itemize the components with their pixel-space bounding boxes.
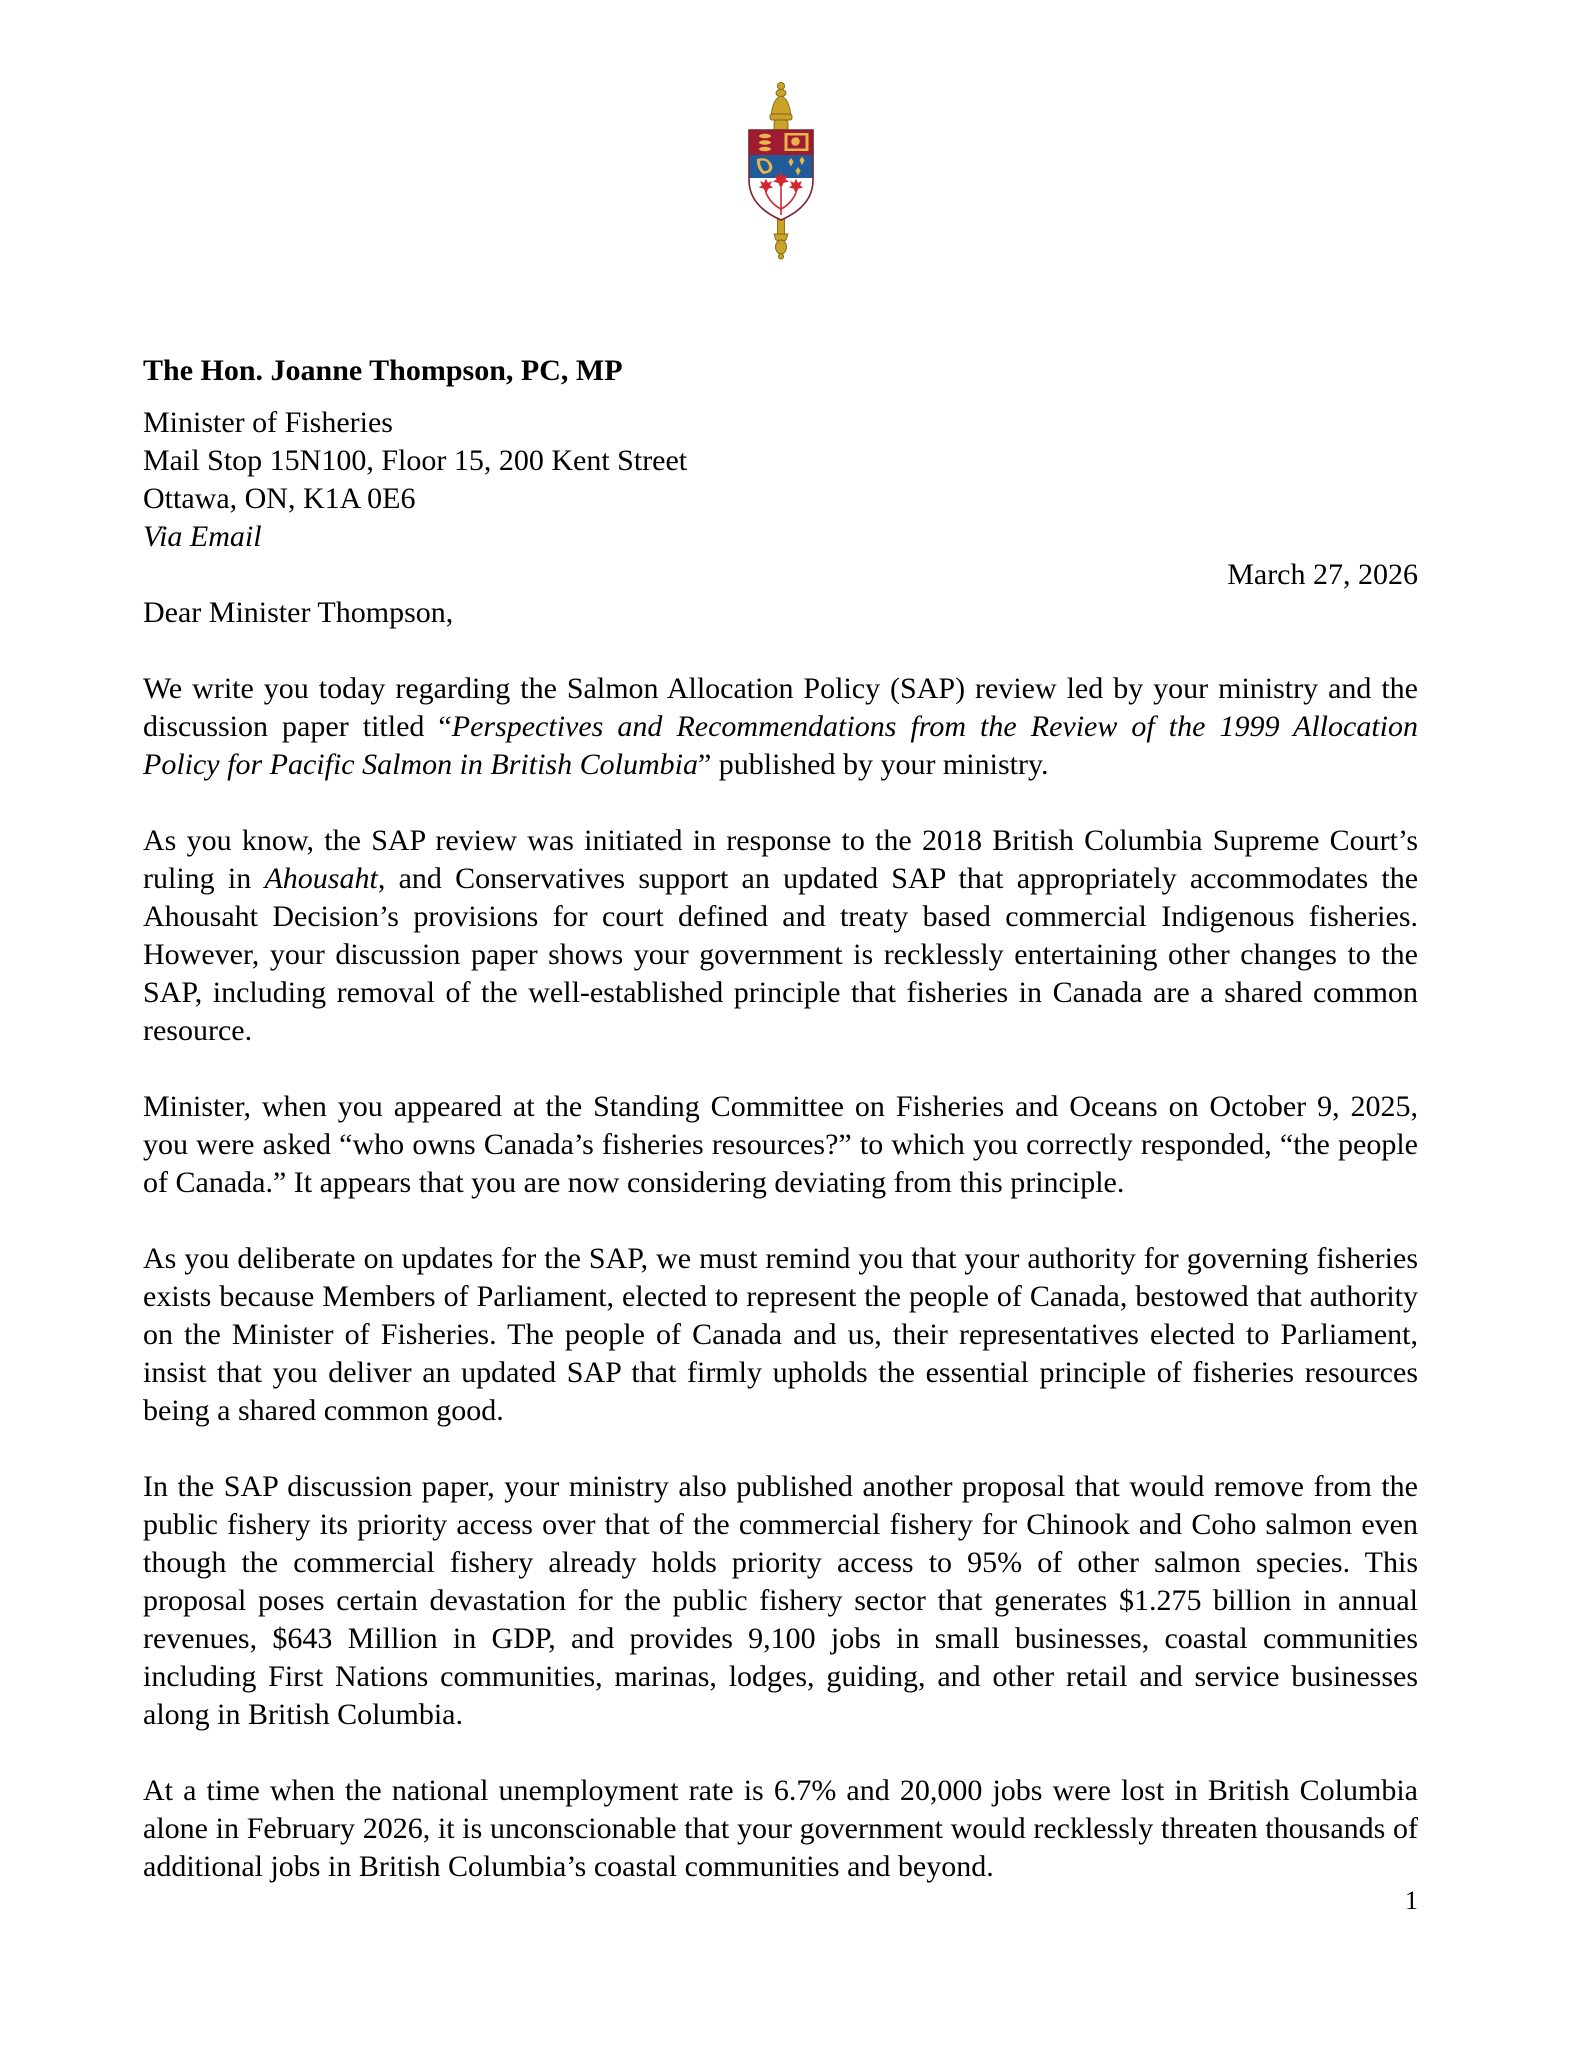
letter-body	[143, 670, 1418, 1886]
salutation: Dear Minister Thompson,	[143, 596, 454, 629]
text-run: Minister, when you appeared at the Standing Committee on Fisheries and Oceans on October 9, 2025, you were asked “who owns Canada’s fisheries resources?” to which you correctly responded, “the people of Canada.” It appears that you are now considering deviating from this principle.	[143, 1090, 1418, 1199]
paragraph-5	[143, 1468, 1418, 1734]
delivery-method: Via Email	[143, 520, 262, 553]
text-run: In the SAP discussion paper, your ministry also published another proposal that would remove from the public fishery its priority access over that of the commercial fishery for Chinook and Coho salmon even though the commercial fishery already holds priority access to 95% of other salmon species. This proposal poses certain devastation for the public fishery sector that generates $1.275 billion in annual revenues, $643 Million in GDP, and provides 9,100 jobs in small businesses, coastal communities including First Nations communities, marinas, lodges, guiding, and other retail and service businesses along in British Columbia.	[143, 1470, 1418, 1731]
recipient-address-line1: Mail Stop 15N100, Floor 15, 200 Kent Street	[143, 444, 688, 477]
paragraph-2	[143, 822, 1418, 1050]
text-run: We write you today regarding the Salmon Allocation Policy (SAP) review led by your ministry and the discussion paper titled “	[143, 672, 1418, 743]
paragraph-6	[143, 1772, 1418, 1886]
text-run: At a time when the national unemployment rate is 6.7% and 20,000 jobs were lost in British Columbia alone in February 2026, it is unconscionable that your government would recklessly threaten thousands of additional jobs in British Columbia’s coastal communities and beyond.	[143, 1774, 1418, 1883]
text-run: , and Conservatives support an updated SAP that appropriately accommodates the Ahousaht Decision’s provisions for court defined and treaty based commercial Indigenous fisheries. However, your discussion paper shows your government is recklessly entertaining other changes to the SAP, including removal of the well-established principle that fisheries in Canada are a shared common resource.	[143, 862, 1419, 1047]
letter-date: March 27, 2026	[1227, 558, 1418, 591]
paragraph-3	[143, 1088, 1418, 1202]
recipient-block	[143, 352, 1418, 556]
text-run: Perspectives and Recommendations from the Review of the 1999 Allocation Policy for Pacific Salmon in British Columbia	[143, 710, 1418, 781]
text-run: Ahousaht	[264, 862, 378, 895]
text-run: ” published by your ministry.	[697, 748, 1049, 781]
paragraph-1	[143, 670, 1418, 784]
canada-house-of-commons-crest-icon	[731, 78, 831, 265]
recipient-name: The Hon. Joanne Thompson, PC, MP	[143, 354, 623, 387]
text-run: As you know, the SAP review was initiated in response to the 2018 British Columbia Supreme Court’s ruling in	[143, 824, 1418, 895]
page-number: 1	[1405, 1886, 1418, 1915]
paragraph-4	[143, 1240, 1418, 1430]
recipient-address-line2: Ottawa, ON, K1A 0E6	[143, 482, 416, 515]
text-run: As you deliberate on updates for the SAP, we must remind you that your authority for governing fisheries exists because Members of Parliament, elected to represent the people of Canada, bestowed that authority on the Minister of Fisheries. The people of Canada and us, their representatives elected to Parliament, insist that you deliver an updated SAP that firmly upholds the essential principle of fisheries resources being a shared common good.	[143, 1242, 1418, 1427]
recipient-title: Minister of Fisheries	[143, 406, 393, 439]
crest-container	[143, 0, 1418, 265]
